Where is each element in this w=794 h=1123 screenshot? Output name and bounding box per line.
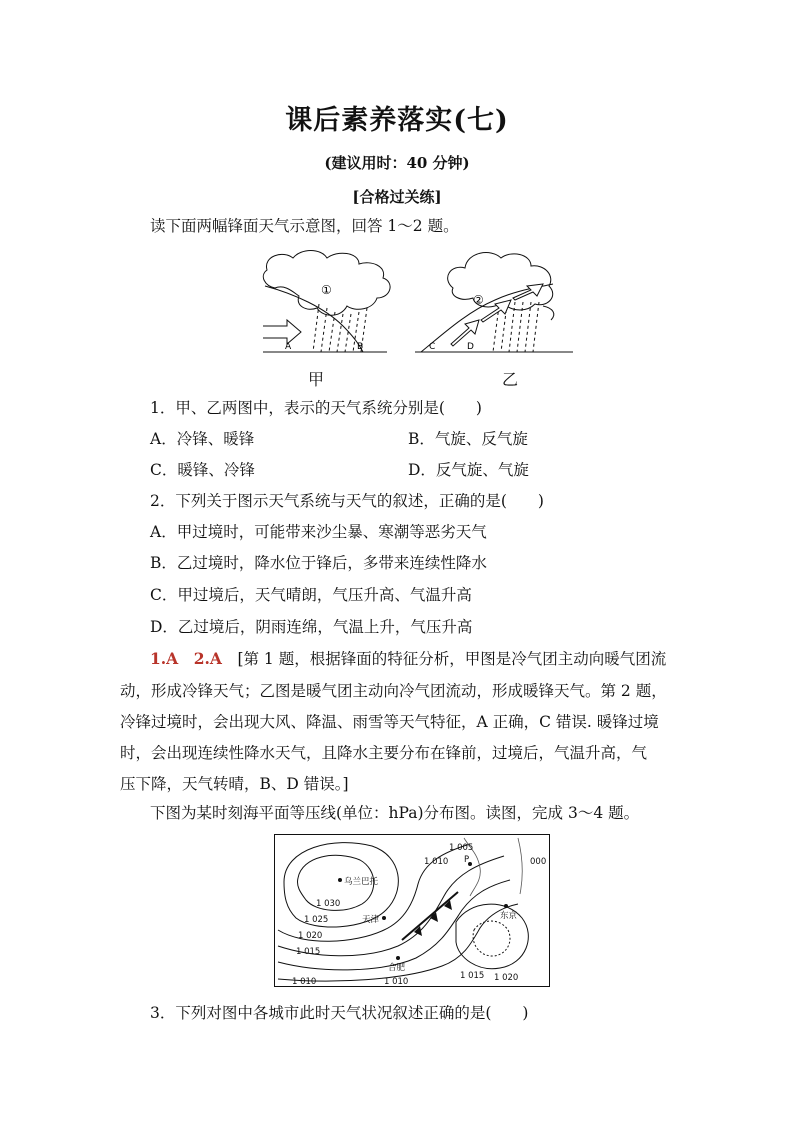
label-tianjin: 天津 xyxy=(362,915,380,925)
point-a: A xyxy=(285,342,292,352)
isobar-1015-right: 1 015 xyxy=(460,971,485,981)
front-diagrams xyxy=(255,248,575,363)
question-1-option-c: C．暖锋、冷锋 xyxy=(150,461,255,479)
label-ulaanbaatar: 乌兰巴托 xyxy=(344,877,379,887)
city-dot-hefei xyxy=(396,956,400,960)
label-tokyo: 东京 xyxy=(500,911,518,921)
label-point-p: P xyxy=(464,855,470,865)
figure-label-yi: 乙 xyxy=(502,370,519,389)
circle-two-mark: ② xyxy=(473,293,484,307)
question-2-stem: 2．下列关于图示天气系统与天气的叙述，正确的是( ) xyxy=(150,492,544,510)
cold-front-diagram xyxy=(263,251,390,353)
answer-line-1 xyxy=(150,649,666,669)
page-title: 课后素养落实(七) xyxy=(285,105,509,136)
isobar-1010-left: 1 010 xyxy=(292,977,317,987)
question-2-option-c: C．甲过境后，天气晴朗，气压升高、气温升高 xyxy=(150,586,472,604)
city-dot-ulaanbaatar xyxy=(338,878,342,882)
city-dot-tokyo xyxy=(504,904,508,908)
time-suggestion: (建议用时：40 分钟) xyxy=(324,154,470,172)
label-hefei: 合肥 xyxy=(388,963,406,973)
answer-line-2: 动，形成冷锋天气；乙图是暖气团主动向冷气团流动，形成暖锋天气。第 2 题， xyxy=(120,682,667,700)
question-1-option-a: A．冷锋、暖锋 xyxy=(150,430,255,448)
answer-line-5: 压下降，天气转晴，B、D 错误。] xyxy=(120,775,349,793)
city-dot-tianjin xyxy=(382,916,386,920)
isobar-1005: 1 005 xyxy=(449,843,474,853)
answer-line-3: 冷锋过境时，会出现大风、降温、雨雪等天气特征，A 正确，C 错误. 暖锋过境 xyxy=(120,713,659,731)
point-d: D xyxy=(467,342,474,352)
question-3-stem: 3．下列对图中各城市此时天气状况叙述正确的是( ) xyxy=(150,1004,529,1022)
isobar-1000: 000 xyxy=(530,857,547,867)
question-1-option-b: B．气旋、反气旋 xyxy=(408,430,528,448)
point-c: C xyxy=(429,342,436,352)
isobar-1015: 1 015 xyxy=(296,947,321,957)
section-heading: [合格过关练] xyxy=(352,188,442,206)
question-2-option-b: B．乙过境时，降水位于锋后，多带来连续性降水 xyxy=(150,554,487,572)
answer-key: 1.A 2.A xyxy=(150,649,222,668)
question-2-option-a: A．甲过境时，可能带来沙尘暴、寒潮等恶劣天气 xyxy=(150,523,487,541)
question-1-stem: 1．甲、乙两图中，表示的天气系统分别是( ) xyxy=(150,399,482,417)
intro-text-1: 读下面两幅锋面天气示意图，回答 1～2 题。 xyxy=(150,217,459,235)
isobar-1030: 1 030 xyxy=(316,899,341,909)
answer-text-1: [第 1 题，根据锋面的特征分析，甲图是冷气团主动向暖气团流 xyxy=(237,650,667,668)
isobar-1020: 1 020 xyxy=(298,931,323,941)
isobar-1010-bottom: 1 010 xyxy=(384,977,409,987)
point-b: B xyxy=(357,342,364,352)
isobar-map xyxy=(274,834,550,987)
circle-one-mark: ① xyxy=(321,283,332,297)
warm-front-diagram xyxy=(415,253,573,352)
question-1-option-d: D．反气旋、气旋 xyxy=(408,461,529,479)
question-2-option-d: D．乙过境后，阴雨连绵，气温上升，气压升高 xyxy=(150,618,473,636)
answer-line-4: 时，会出现连续性降水天气，且降水主要分布在锋前，过境后，气温升高，气 xyxy=(120,744,648,762)
isobar-1020-right: 1 020 xyxy=(494,973,519,983)
isobar-1010-top: 1 010 xyxy=(424,857,449,867)
isobar-1025: 1 025 xyxy=(304,915,329,925)
figure-label-jia: 甲 xyxy=(308,370,325,389)
intro-text-2: 下图为某时刻海平面等压线(单位：hPa)分布图。读图，完成 3～4 题。 xyxy=(150,804,640,822)
